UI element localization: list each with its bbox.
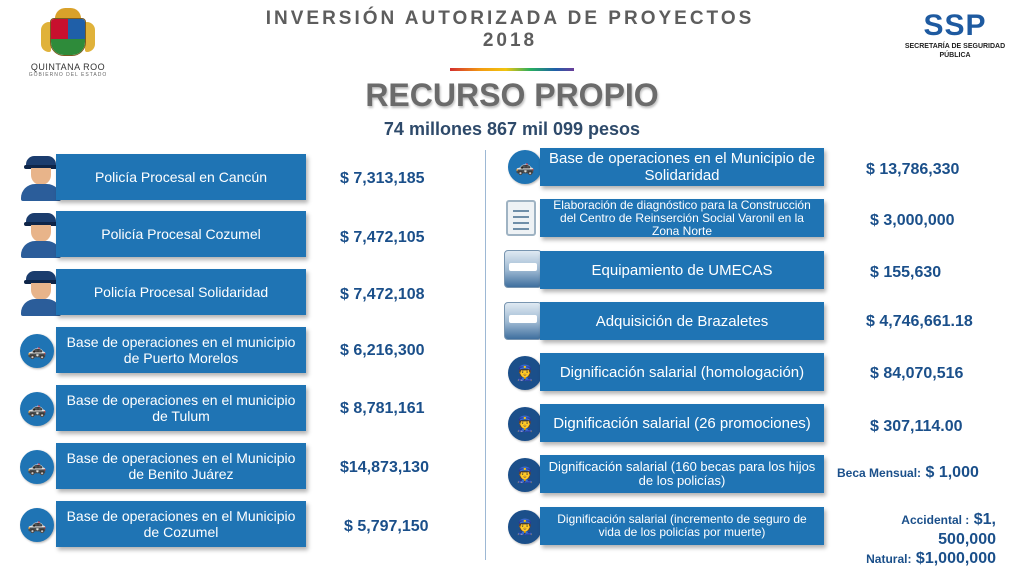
amount-value-natural: $1,000,000 [915, 550, 996, 567]
officer-badge-icon: 👮 [508, 356, 542, 390]
umecas-building-icon [504, 302, 542, 340]
project-amount: $ 7,313,185 [340, 170, 425, 187]
amount-label: Beca Mensual: [837, 466, 922, 480]
project-item: Dignificación salarial (160 becas para los hijos de los policías) [540, 455, 824, 493]
project-item: Elaboración de diagnóstico para la Construcción del Centro de Reinserción Social Varonil en la Zona Norte [540, 199, 824, 237]
project-item: Base de operaciones en el Municipio de Cozumel [56, 501, 306, 547]
ssp-acronym: SSP [923, 9, 987, 42]
project-amount: $ 4,746,661.18 [866, 313, 973, 330]
officer-badge-icon: 👮 [508, 510, 542, 544]
officer-badge-icon: 👮 [508, 458, 542, 492]
rainbow-divider [450, 68, 574, 71]
amount-value-accidental: $1, 500,000 [938, 511, 996, 548]
title-line-2: 2018 [482, 30, 538, 51]
logo-name: QUINTANA ROO [30, 62, 106, 72]
project-item: Policía Procesal en Cancún [56, 154, 306, 200]
project-amount: $ 7,472,108 [340, 286, 425, 303]
project-amount: $ 84,070,516 [870, 365, 964, 382]
patrol-car-icon: 🚓 [20, 392, 54, 426]
project-item: Adquisición de Brazaletes [540, 302, 824, 340]
project-item: Equipamiento de UMECAS [540, 251, 824, 289]
column-divider [485, 150, 486, 560]
logo-subtitle: GOBIERNO DEL ESTADO [28, 72, 108, 78]
project-amount-insurance [860, 510, 996, 569]
project-amount: $14,873,130 [340, 459, 429, 476]
project-amount: $ 307,114.00 [870, 418, 963, 435]
project-item: Policía Procesal Solidaridad [56, 269, 306, 315]
project-item: Base de operaciones en el municipio de Tulum [56, 385, 306, 431]
project-item: Dignificación salarial (26 promociones) [540, 404, 824, 442]
amount-label-accidental: Accidental : [901, 513, 970, 527]
document-icon [506, 200, 536, 236]
project-amount: $ 3,000,000 [870, 212, 955, 229]
title-line-1: INVERSIÓN AUTORIZADA DE PROYECTOS [265, 8, 755, 29]
coat-of-arms-icon [39, 8, 97, 60]
umecas-building-icon [504, 250, 542, 288]
page-title [160, 8, 860, 52]
project-amount-monthly [837, 464, 979, 482]
project-item: Base de operaciones en el Municipio de Benito Juárez [56, 443, 306, 489]
project-amount: $ 13,786,330 [866, 161, 960, 178]
total-amount: 74 millones 867 mil 099 pesos [383, 119, 641, 139]
project-amount: $ 155,630 [870, 264, 942, 281]
ssp-name: SECRETARÍA DE SEGURIDAD PÚBLICA [904, 43, 1006, 59]
project-item: Dignificación salarial (homologación) [540, 353, 824, 391]
ssp-logo [900, 10, 1010, 70]
amount-value: $ 1,000 [925, 464, 979, 481]
patrol-car-icon: 🚓 [508, 150, 542, 184]
amount-label-natural: Natural: [866, 552, 912, 566]
project-item: Policía Procesal Cozumel [56, 211, 306, 257]
section-title: RECURSO PROPIO [365, 77, 659, 113]
project-item: Dignificación salarial (incremento de seguro de vida de los policías por muerte) [540, 507, 824, 545]
project-item: Base de operaciones en el Municipio de Solidaridad [540, 148, 824, 186]
officer-badge-icon: 👮 [508, 407, 542, 441]
patrol-car-icon: 🚓 [20, 508, 54, 542]
project-amount: $ 7,472,105 [340, 229, 425, 246]
project-amount: $ 6,216,300 [340, 342, 425, 359]
project-item: Base de operaciones en el municipio de Puerto Morelos [56, 327, 306, 373]
project-amount: $ 8,781,161 [340, 400, 425, 417]
project-amount: $ 5,797,150 [344, 518, 429, 535]
patrol-car-icon: 🚓 [20, 334, 54, 368]
patrol-car-icon: 🚓 [20, 450, 54, 484]
quintana-roo-logo [18, 8, 118, 78]
